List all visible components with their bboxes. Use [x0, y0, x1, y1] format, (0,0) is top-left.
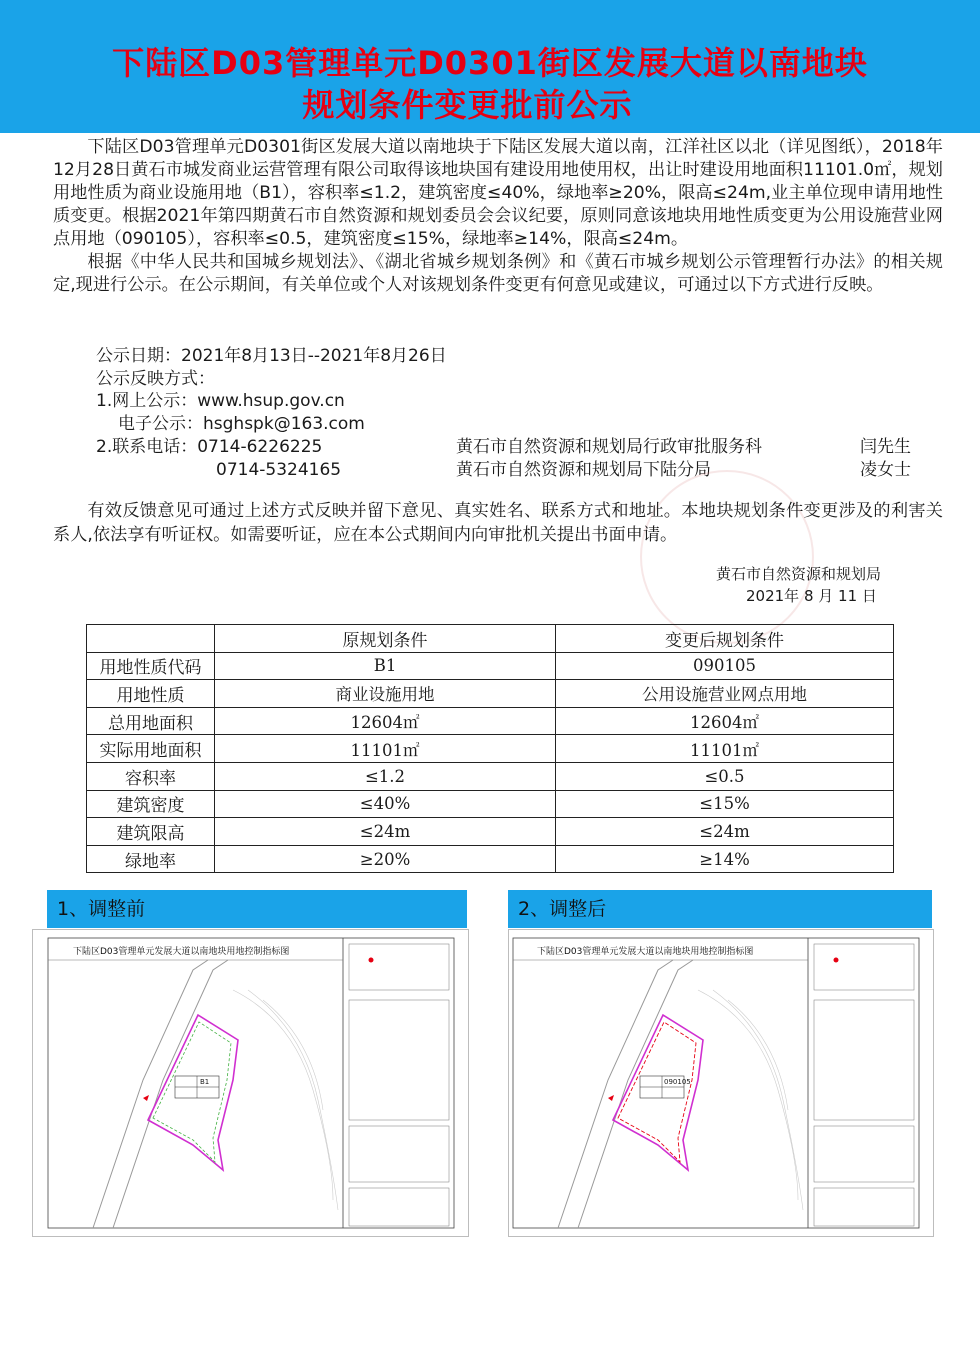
plot-code-label: 090105 — [664, 1078, 691, 1086]
page-title-line1: 下陆区D03管理单元D0301街区发展大道以南地块 — [112, 44, 868, 82]
table-row — [87, 735, 894, 763]
notice-paragraph-2: 根据《中华人民共和国城乡规划法》、《湖北省城乡规划条例》和《黄石市城乡规划公示管理暂行办法》的相关规定,现进行公示。在公示期间，有关单位或个人对该规划条件变更有何意见或建议，可通过以下方式进行反映。 — [53, 252, 943, 295]
table-header-row — [87, 625, 894, 653]
issue-date: 2021年 8 月 11 日 — [746, 587, 877, 605]
changed-value: 12604㎡ — [556, 707, 894, 735]
online-notice-link[interactable]: 1.网上公示：www.hsup.gov.cn — [96, 391, 345, 411]
table-header-cell: 原规划条件 — [215, 625, 556, 653]
table-row — [87, 790, 894, 818]
changed-value: 公用设施营业网点用地 — [556, 680, 894, 708]
page-title-line2: 规划条件变更批前公示 — [302, 86, 633, 124]
row-label: 绿地率 — [87, 845, 215, 873]
row-label: 用地性质 — [87, 680, 215, 708]
planning-conditions-table — [86, 624, 894, 873]
original-value: ≤40% — [215, 790, 556, 818]
table-row — [87, 652, 894, 680]
map-title: 下陆区D03管理单元发展大道以南地块用地控制指标图 — [537, 947, 754, 957]
table-header-cell — [87, 625, 215, 653]
original-value: 11101㎡ — [215, 735, 556, 763]
official-seal — [640, 470, 814, 644]
table-row — [87, 762, 894, 790]
notice-date: 公示日期：2021年8月13日--2021年8月26日 — [96, 346, 447, 366]
table-row — [87, 845, 894, 873]
map-title: 下陆区D03管理单元发展大道以南地块用地控制指标图 — [73, 947, 290, 957]
changed-value: ≥14% — [556, 845, 894, 873]
changed-value: 090105 — [556, 652, 894, 680]
row-label: 用地性质代码 — [87, 652, 215, 680]
contact-dept-1: 黄石市自然资源和规划局行政审批服务科 — [456, 437, 762, 457]
original-value: B1 — [215, 652, 556, 680]
issuer-name: 黄石市自然资源和规划局 — [716, 565, 882, 583]
feedback-paragraph: 有效反馈意见可通过上述方式反映并留下意见、真实姓名、联系方式和地址。本地块规划条件变更涉及的利害关系人,依法享有听证权。如需要听证，应在本公式期间内向审批机关提出书面申请。 — [53, 501, 943, 545]
feedback-method-title: 公示反映方式： — [96, 369, 215, 389]
row-label: 总用地面积 — [87, 707, 215, 735]
site-plan-drawing — [33, 930, 468, 1236]
original-value: ≤1.2 — [215, 762, 556, 790]
original-value: 12604㎡ — [215, 707, 556, 735]
changed-value: ≤0.5 — [556, 762, 894, 790]
changed-value: ≤24m — [556, 818, 894, 846]
changed-value: 11101㎡ — [556, 735, 894, 763]
original-value: ≥20% — [215, 845, 556, 873]
feedback-notice — [53, 500, 943, 547]
contact-phone-1: 2.联系电话：0714-6226225 — [96, 437, 323, 457]
table-row — [87, 818, 894, 846]
row-label: 实际用地面积 — [87, 735, 215, 763]
changed-value: ≤15% — [556, 790, 894, 818]
site-plan-drawing — [509, 930, 933, 1236]
contact-person-2: 凌女士 — [860, 460, 911, 480]
notice-paragraph-1: 下陆区D03管理单元D0301街区发展大道以南地块于下陆区发展大道以南，江洋社区以北（详见图纸），2018年12月28日黄石市城发商业运营管理有限公司取得该地块国有建设用地使用权，出让时建设用地面积11101.0㎡，规划用地性质为商业设施用地（B1），容积率≤1.2，建筑密度≤40%，绿地率≥20%，限高≤24m,业主单位现申请用地性质变更。根据2021年第四期黄石市自然资源和规划委员会会议纪要，原则同意该地块用地性质变更为公用设施营业网点用地（090105），容积率≤0.5，建筑密度≤15%，绿地率≥14%，限高≤24m。 — [53, 137, 943, 249]
table-row — [87, 707, 894, 735]
email-notice[interactable]: 电子公示：hsghspk@163.com — [118, 414, 365, 434]
row-label: 建筑密度 — [87, 790, 215, 818]
row-label: 建筑限高 — [87, 818, 215, 846]
notice-body — [53, 136, 943, 297]
table-header-cell: 变更后规划条件 — [556, 625, 894, 653]
original-value: 商业设施用地 — [215, 680, 556, 708]
row-label: 容积率 — [87, 762, 215, 790]
panel-header-before: 1、调整前 — [47, 890, 467, 928]
map-after — [508, 929, 934, 1237]
contact-phone-2: 0714-5324165 — [216, 460, 342, 480]
original-value: ≤24m — [215, 818, 556, 846]
panel-header-after: 2、调整后 — [508, 890, 932, 928]
contact-dept-2: 黄石市自然资源和规划局下陆分局 — [456, 460, 711, 480]
plot-code-label: B1 — [200, 1078, 210, 1086]
map-before — [32, 929, 469, 1237]
table-row — [87, 680, 894, 708]
contact-person-1: 闫先生 — [860, 437, 911, 457]
